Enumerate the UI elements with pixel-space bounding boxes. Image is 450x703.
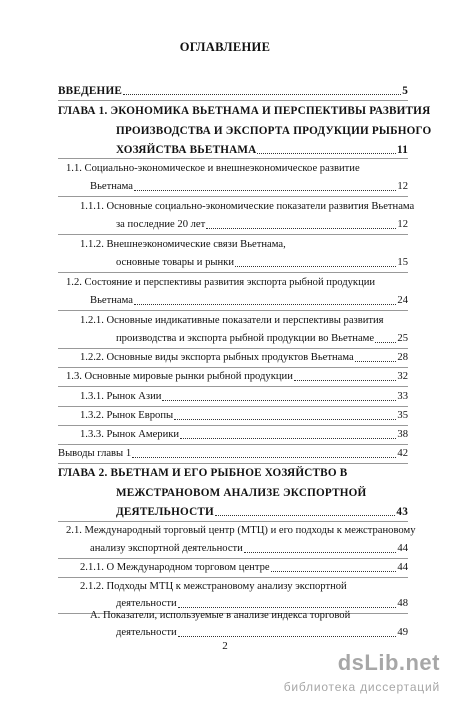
divider [58, 386, 408, 387]
toc-entry: 1.1.2. Внешнеэкономические связи Вьетнама, [80, 239, 286, 250]
toc-entry: 1.3.2. Рынок Европы 35 [80, 410, 408, 421]
toc-entry: 1.2.1. Основные индикативные показатели и перспективы развития [80, 315, 384, 326]
divider [58, 348, 408, 349]
toc-entry: 2.1.2. Подходы МТЦ к межстрановому анализу экспортной [80, 581, 347, 592]
toc-entry: 1.1. Социально-экономическое и внешнеэкономическое развитие [66, 163, 360, 174]
divider [58, 234, 408, 235]
toc-entry: 1.2.2. Основные виды экспорта рыбных продуктов Вьетнама 28 [80, 352, 408, 363]
toc-entry: производства и экспорта рыбной продукции во Вьетнаме 25 [116, 333, 408, 344]
toc-entry: 1.2. Состояние и перспективы развития экспорта рыбной продукции [66, 277, 376, 288]
toc-entry: 2.1.1. О Международном торговом центре 44 [80, 562, 408, 573]
toc-entry: за последние 20 лет 12 [116, 219, 408, 230]
toc-entry: ВВЕДЕНИЕ 5 [58, 85, 408, 97]
toc-entry: А. Показатели, используемые в анализе индекса торговой [90, 610, 351, 621]
divider [58, 558, 408, 559]
divider [58, 196, 408, 197]
divider [58, 100, 408, 101]
toc-entry: 2.1. Международный торговый центр (МТЦ) и его подходы к межстрановому [66, 525, 416, 536]
toc-entry: 1.1.1. Основные социально-экономические показатели развития Вьетнама [80, 201, 415, 212]
toc-entry: Выводы главы 1 42 [58, 448, 408, 459]
watermark-subtitle: библиотека диссертаций [283, 680, 440, 694]
toc-entry: ДЕЯТЕЛЬНОСТИ 43 [116, 506, 408, 518]
toc-entry: основные товары и рынки 15 [116, 257, 408, 268]
watermark [240, 650, 440, 700]
divider [58, 444, 408, 445]
divider [58, 577, 408, 578]
toc-entry: анализу экспортной деятельности 44 [90, 543, 408, 554]
divider [58, 158, 408, 159]
toc-entry: 1.3.3. Рынок Америки 38 [80, 429, 408, 440]
toc-entry: ГЛАВА 2. ВЬЕТНАМ И ЕГО РЫБНОЕ ХОЗЯЙСТВО В [58, 467, 348, 479]
toc-entry: ГЛАВА 1. ЭКОНОМИКА ВЬЕТНАМА И ПЕРСПЕКТИВЫ РАЗВИТИЯ [58, 105, 431, 117]
page-number: 2 [222, 640, 228, 652]
page-title: ОГЛАВЛЕНИЕ [179, 40, 271, 54]
divider [58, 463, 408, 464]
divider [58, 272, 408, 273]
toc-entry: Вьетнама 12 [90, 181, 408, 192]
toc-entry: МЕЖСТРАНОВОМ АНАЛИЗЕ ЭКСПОРТНОЙ [116, 487, 367, 499]
toc-entry: 1.3.1. Рынок Азии 33 [80, 391, 408, 402]
toc-entry: деятельности 49 [116, 627, 408, 638]
toc-entry: Вьетнама 24 [90, 295, 408, 306]
divider [58, 521, 408, 522]
divider [58, 310, 408, 311]
divider [58, 425, 408, 426]
toc-entry: ПРОИЗВОДСТВА И ЭКСПОРТА ПРОДУКЦИИ РЫБНОГО [116, 125, 432, 137]
divider [58, 367, 408, 368]
toc-entry: ХОЗЯЙСТВА ВЬЕТНАМА 11 [116, 144, 408, 156]
divider [58, 406, 408, 407]
toc-entry: деятельности 48 [116, 598, 408, 609]
toc-entry: 1.3. Основные мировые рынки рыбной продукции 32 [66, 371, 408, 382]
watermark-logo: dsLib.net [337, 650, 440, 675]
